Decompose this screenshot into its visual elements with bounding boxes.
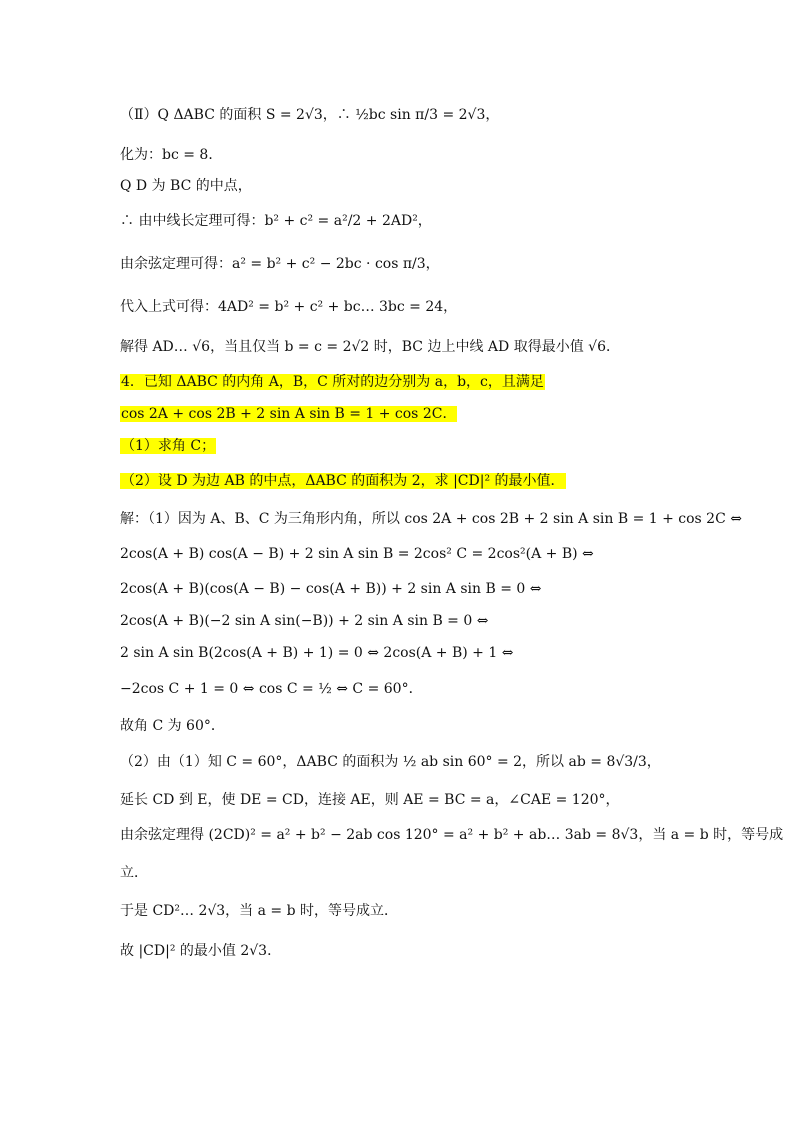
text-line-7: 解得 AD… √6，当且仅当 b = c = 2√2 时，BC 边上中线 AD 取得最小值 √6． (120, 339, 620, 355)
solution-line-9: 延长 CD 到 E，使 DE = CD，连接 AE，则 AE = BC = a，∠CAE = 120°， (120, 792, 620, 808)
solution-line-8: （2）由（1）知 C = 60°，ΔABC 的面积为 ½ ab sin 60° = 2，所以 ab = 8√3/3， (120, 754, 661, 770)
text-line-3: Q D 为 BC 的中点， (120, 178, 252, 194)
solution-line-5: 2 sin A sin B(2cos(A + B) + 1) = 0 ⇔ 2cos(A + B) + 1 ⇔ (120, 645, 514, 661)
problem-4-stem-text: 4．已知 ΔABC 的内角 A，B，C 所对的边分别为 a，b，c，且满足 (121, 374, 544, 390)
problem-4-stem (120, 373, 545, 391)
solution-line-13: 故 |CD|² 的最小值 2√3． (120, 943, 282, 959)
text-line-4: ∴ 由中线长定理可得：b² + c² = a²/2 + 2AD²， (120, 213, 432, 229)
solution-line-10: 由余弦定理得 (2CD)² = a² + b² − 2ab cos 120° = a² + b² + ab… 3ab = 8√3，当 a = b 时，等号成 (120, 827, 784, 843)
problem-4-condition-text: cos 2A + cos 2B + 2 sin A sin B = 1 + cos 2C． (121, 406, 457, 422)
solution-line-1: 解：（1）因为 A、B、C 为三角形内角，所以 cos 2A + cos 2B + 2 sin A sin B = 1 + cos 2C ⇔ (120, 511, 742, 527)
solution-line-2: 2cos(A + B) cos(A − B) + 2 sin A sin B = 2cos² C = 2cos²(A + B) ⇔ (120, 546, 594, 562)
problem-4-part-1 (120, 437, 216, 455)
solution-line-12: 于是 CD²… 2√3，当 a = b 时，等号成立． (120, 903, 399, 919)
text-line-5: 由余弦定理可得：a² = b² + c² − 2bc · cos π/3， (120, 256, 440, 272)
text-line-1: （Ⅱ）Q ΔABC 的面积 S = 2√3，∴ ½bc sin π/3 = 2√3， (120, 107, 500, 123)
problem-4-part-2-text: （2）设 D 为边 AB 的中点，ΔABC 的面积为 2，求 |CD|² 的最小值． (121, 473, 565, 489)
text-line-6: 代入上式可得：4AD² = b² + c² + bc… 3bc = 24， (120, 299, 458, 315)
problem-4-condition (120, 405, 457, 423)
solution-line-11: 立． (120, 865, 148, 881)
solution-line-3: 2cos(A + B)(cos(A − B) − cos(A + B)) + 2 sin A sin B = 0 ⇔ (120, 581, 542, 597)
problem-4-part-2 (120, 472, 566, 490)
text-line-2: 化为：bc = 8． (120, 147, 223, 163)
solution-line-4: 2cos(A + B)(−2 sin A sin(−B)) + 2 sin A sin B = 0 ⇔ (120, 613, 489, 629)
problem-4-part-1-text: （1）求角 C； (121, 438, 216, 454)
solution-line-7: 故角 C 为 60°． (120, 718, 225, 734)
solution-line-6: −2cos C + 1 = 0 ⇔ cos C = ½ ⇔ C = 60°． (120, 681, 423, 697)
